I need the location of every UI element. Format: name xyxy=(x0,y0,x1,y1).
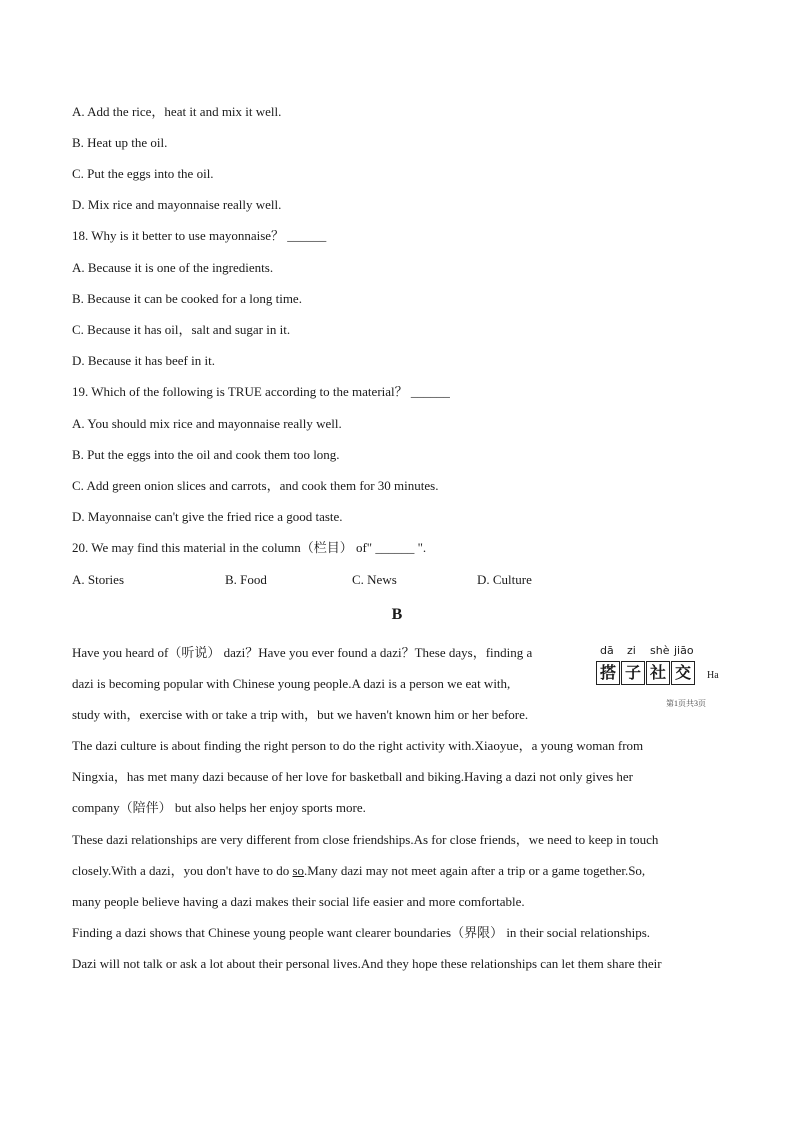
passage-line-3: study with，exercise with or take a trip with，but we haven't known him or her before. xyxy=(72,707,529,722)
passage-line-7: These dazi relationships are very different from close friendships.As for close friends，we need to keep in touch xyxy=(72,832,659,847)
figure-page-note: 第1页共3页 xyxy=(666,699,706,708)
q20-option-c: C. News xyxy=(352,572,397,587)
char-she: 社 xyxy=(646,661,670,685)
q18-option-b: B. Because it can be cooked for a long time. xyxy=(72,291,302,306)
underlined-word-so: so xyxy=(292,863,305,878)
char-jiao: 交 xyxy=(671,661,695,685)
q17-option-b: B. Heat up the oil. xyxy=(72,135,168,150)
q17-option-c: C. Put the eggs into the oil. xyxy=(72,166,214,181)
q20-question: 20. We may find this material in the column（栏目） of" ______ ". xyxy=(72,540,427,555)
q19-option-a: A. You should mix rice and mayonnaise really well. xyxy=(72,416,342,431)
char-zi: 子 xyxy=(621,661,645,685)
q18-option-c: C. Because it has oil，salt and sugar in it. xyxy=(72,322,291,337)
passage-line-8-before: closely.With a dazi，you don't have to do xyxy=(72,863,293,878)
q17-option-a: A. Add the rice，heat it and mix it well. xyxy=(72,104,282,119)
passage-line-8 xyxy=(72,863,645,879)
q20-option-b: B. Food xyxy=(225,572,267,587)
passage-line-1: Have you heard of（听说） dazi？Have you ever found a dazi？These days，finding a xyxy=(72,645,533,660)
passage-line-10: Finding a dazi shows that Chinese young people want clearer boundaries（界限） in their social relationships. xyxy=(72,925,651,940)
q19-question: 19. Which of the following is TRUE according to the material？ ______ xyxy=(72,384,450,399)
q19-option-c: C. Add green onion slices and carrots，and cook them for 30 minutes. xyxy=(72,478,439,493)
passage-line-2: dazi is becoming popular with Chinese young people.A dazi is a person we eat with, xyxy=(72,676,511,691)
q20-option-d: D. Culture xyxy=(477,572,532,587)
q20-options-row xyxy=(72,572,632,588)
q18-option-d: D. Because it has beef in it. xyxy=(72,353,215,368)
char-da: 搭 xyxy=(596,661,620,685)
passage-line-6: company（陪伴） but also helps her enjoy sports more. xyxy=(72,800,366,815)
dazi-figure xyxy=(592,644,722,714)
passage-line-5: Ningxia，has met many dazi because of her love for basketball and biking.Having a dazi not only gives her xyxy=(72,769,633,784)
q17-option-d: D. Mix rice and mayonnaise really well. xyxy=(72,197,282,212)
pinyin-da: dā xyxy=(600,644,614,657)
q18-option-a: A. Because it is one of the ingredients. xyxy=(72,260,274,275)
passage-line-11: Dazi will not talk or ask a lot about their personal lives.And they hope these relationships can let them share their xyxy=(72,956,662,971)
q18-question: 18. Why is it better to use mayonnaise？ ______ xyxy=(72,228,327,243)
passage-line-8-after: .Many dazi may not meet again after a trip or a game together.So, xyxy=(304,863,646,878)
pinyin-she: shè xyxy=(650,644,670,657)
passage-line-4: The dazi culture is about finding the right person to do the right activity with.Xiaoyue，a young woman from xyxy=(72,738,644,753)
q19-option-d: D. Mayonnaise can't give the fried rice a good taste. xyxy=(72,509,343,524)
q20-option-a: A. Stories xyxy=(72,572,124,587)
passage-line-9: many people believe having a dazi makes their social life easier and more comfortable. xyxy=(72,894,525,909)
section-b-title: B xyxy=(391,606,403,623)
pinyin-jiao: jiāo xyxy=(674,644,694,657)
figure-side-text: Ha xyxy=(707,670,719,681)
q19-option-b: B. Put the eggs into the oil and cook them too long. xyxy=(72,447,340,462)
pinyin-zi: zi xyxy=(627,644,636,657)
